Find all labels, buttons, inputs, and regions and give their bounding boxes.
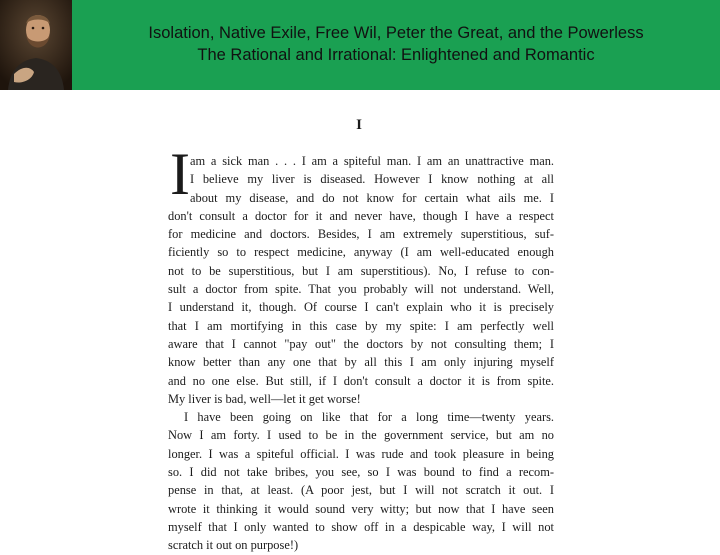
text-line: ficiently so to respect medicine, anyway (I am well-educated enough [168,245,554,260]
text-line: am a sick man . . . I am a spiteful man. I am an unattractive man. [190,154,554,168]
slide-header [0,0,720,90]
text-line: don't consult a doctor for it and never have, though I have a respect [168,208,554,223]
text-line: myself that I only wanted to show off in a despicable way, I will not [168,519,554,534]
text-line: know better than any one that by all this I am only injuring myself [168,355,554,370]
text-line: pense in that, at least. (A poor jest, but I will not scratch it out. I [168,483,554,498]
text-line: Now I am forty. I used to be in the government service, but am no [168,428,554,443]
text-line: not to be superstitious, but I am superstitious). No, I refuse to con- [168,263,554,278]
title-line-2: The Rational and Irrational: Enlightened and Romantic [197,46,595,64]
text-line: for medicine and doctors. Besides, I am extremely superstitious, suf- [168,227,554,242]
text-line: wrote it thinking it would sound very witty; but now that I have seen [168,501,554,516]
text-line: scratch it out on purpose!) [168,538,299,553]
text-line: longer. I was a spiteful official. I was rude and took pleasure in being [168,446,554,461]
slide-title [72,22,720,66]
text-line: I believe my liver is diseased. However I know nothing at all [190,172,554,187]
author-portrait-icon [0,0,72,90]
page-text [164,152,554,555]
text-line: My liver is bad, well—let it get worse! [168,391,361,406]
title-line-1: Isolation, Native Exile, Free Wil, Peter the Great, and the Powerless [148,24,644,42]
text-line: aware that I cannot "pay out" the doctors by not consulting them; I [168,336,554,351]
book-page-scan [164,110,560,553]
chapter-number: I [356,117,362,133]
text-line: about my disease, and do not know for certain what ails me. I [190,190,554,205]
text-line: I have been going on like that for a long time—twenty years. [184,410,554,425]
drop-cap: I [170,141,190,207]
text-line: sult a doctor from spite. That you probably will not understand. Well, [168,282,554,297]
text-line: so. I did not take bribes, you see, so I was bound to find a recom- [168,465,554,480]
text-line: and no one else. But still, if I don't consult a doctor it is from spite. [168,373,554,388]
text-line: I understand it, though. Of course I can't explain who it is precisely [168,300,554,315]
text-line: that I am mortifying in this case by my spite: I am perfectly well [168,318,554,333]
